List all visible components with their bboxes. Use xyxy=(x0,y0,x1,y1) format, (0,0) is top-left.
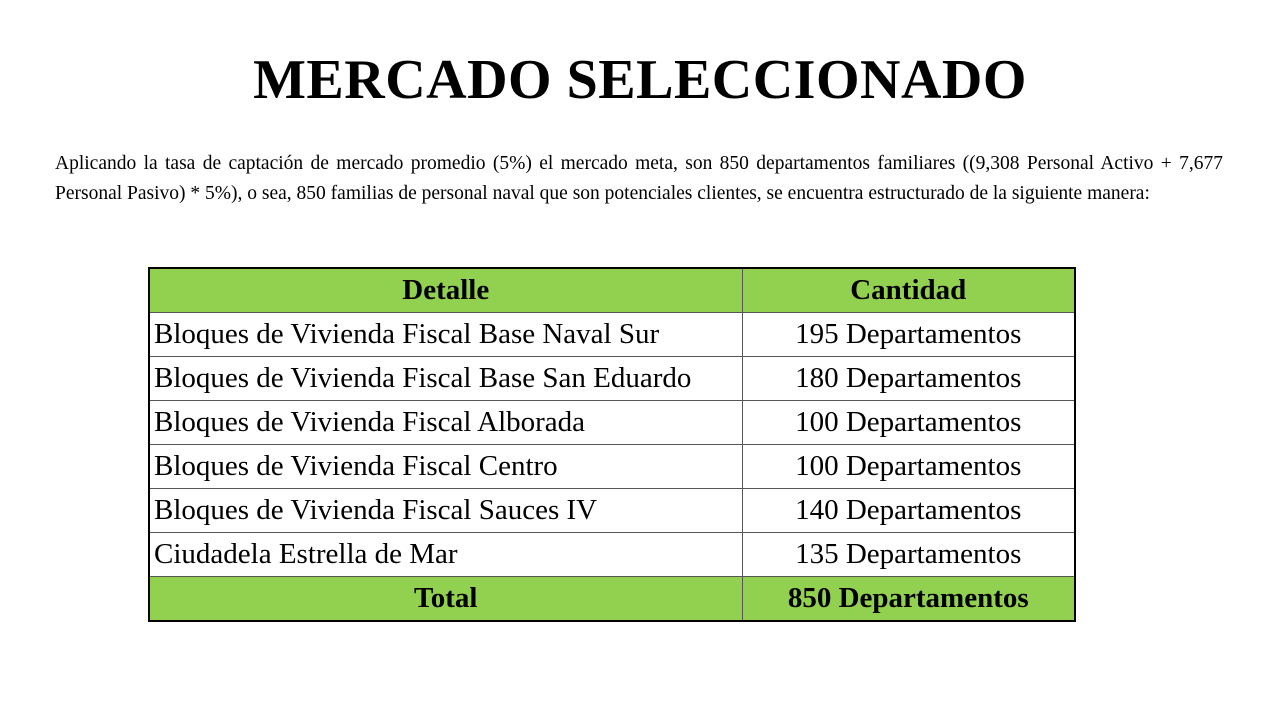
header-detail: Detalle xyxy=(149,268,742,313)
total-label: Total xyxy=(149,577,742,622)
row-quantity: 180 Departamentos xyxy=(742,357,1075,401)
intro-paragraph: Aplicando la tasa de captación de mercado promedio (5%) el mercado meta, son 850 departamentos familiares ((9,308 Personal Activo + 7,677 Personal Pasivo) * 5%), o sea, 850 familias de personal naval que son potenciales clientes, se encuentra estructurado de la siguiente manera: xyxy=(55,153,1223,204)
table-row xyxy=(149,445,1075,489)
table-row xyxy=(149,533,1075,577)
table-row xyxy=(149,489,1075,533)
row-quantity: 100 Departamentos xyxy=(742,401,1075,445)
row-quantity: 135 Departamentos xyxy=(742,533,1075,577)
market-table-container xyxy=(148,267,1076,622)
slide-title: MERCADO SELECCIONADO xyxy=(253,49,1027,111)
total-quantity: 850 Departamentos xyxy=(742,577,1075,622)
row-detail: Bloques de Vivienda Fiscal Sauces IV xyxy=(149,489,742,533)
row-detail: Bloques de Vivienda Fiscal Base Naval Sur xyxy=(149,313,742,357)
table-row xyxy=(149,313,1075,357)
table-row xyxy=(149,357,1075,401)
row-detail: Bloques de Vivienda Fiscal Base San Eduardo xyxy=(149,357,742,401)
table-row xyxy=(149,401,1075,445)
table-total-row xyxy=(149,577,1075,622)
market-table xyxy=(148,267,1076,622)
row-quantity: 195 Departamentos xyxy=(742,313,1075,357)
row-detail: Bloques de Vivienda Fiscal Alborada xyxy=(149,401,742,445)
table-header-row xyxy=(149,268,1075,313)
header-quantity: Cantidad xyxy=(742,268,1075,313)
row-quantity: 100 Departamentos xyxy=(742,445,1075,489)
row-quantity: 140 Departamentos xyxy=(742,489,1075,533)
row-detail: Bloques de Vivienda Fiscal Centro xyxy=(149,445,742,489)
row-detail: Ciudadela Estrella de Mar xyxy=(149,533,742,577)
